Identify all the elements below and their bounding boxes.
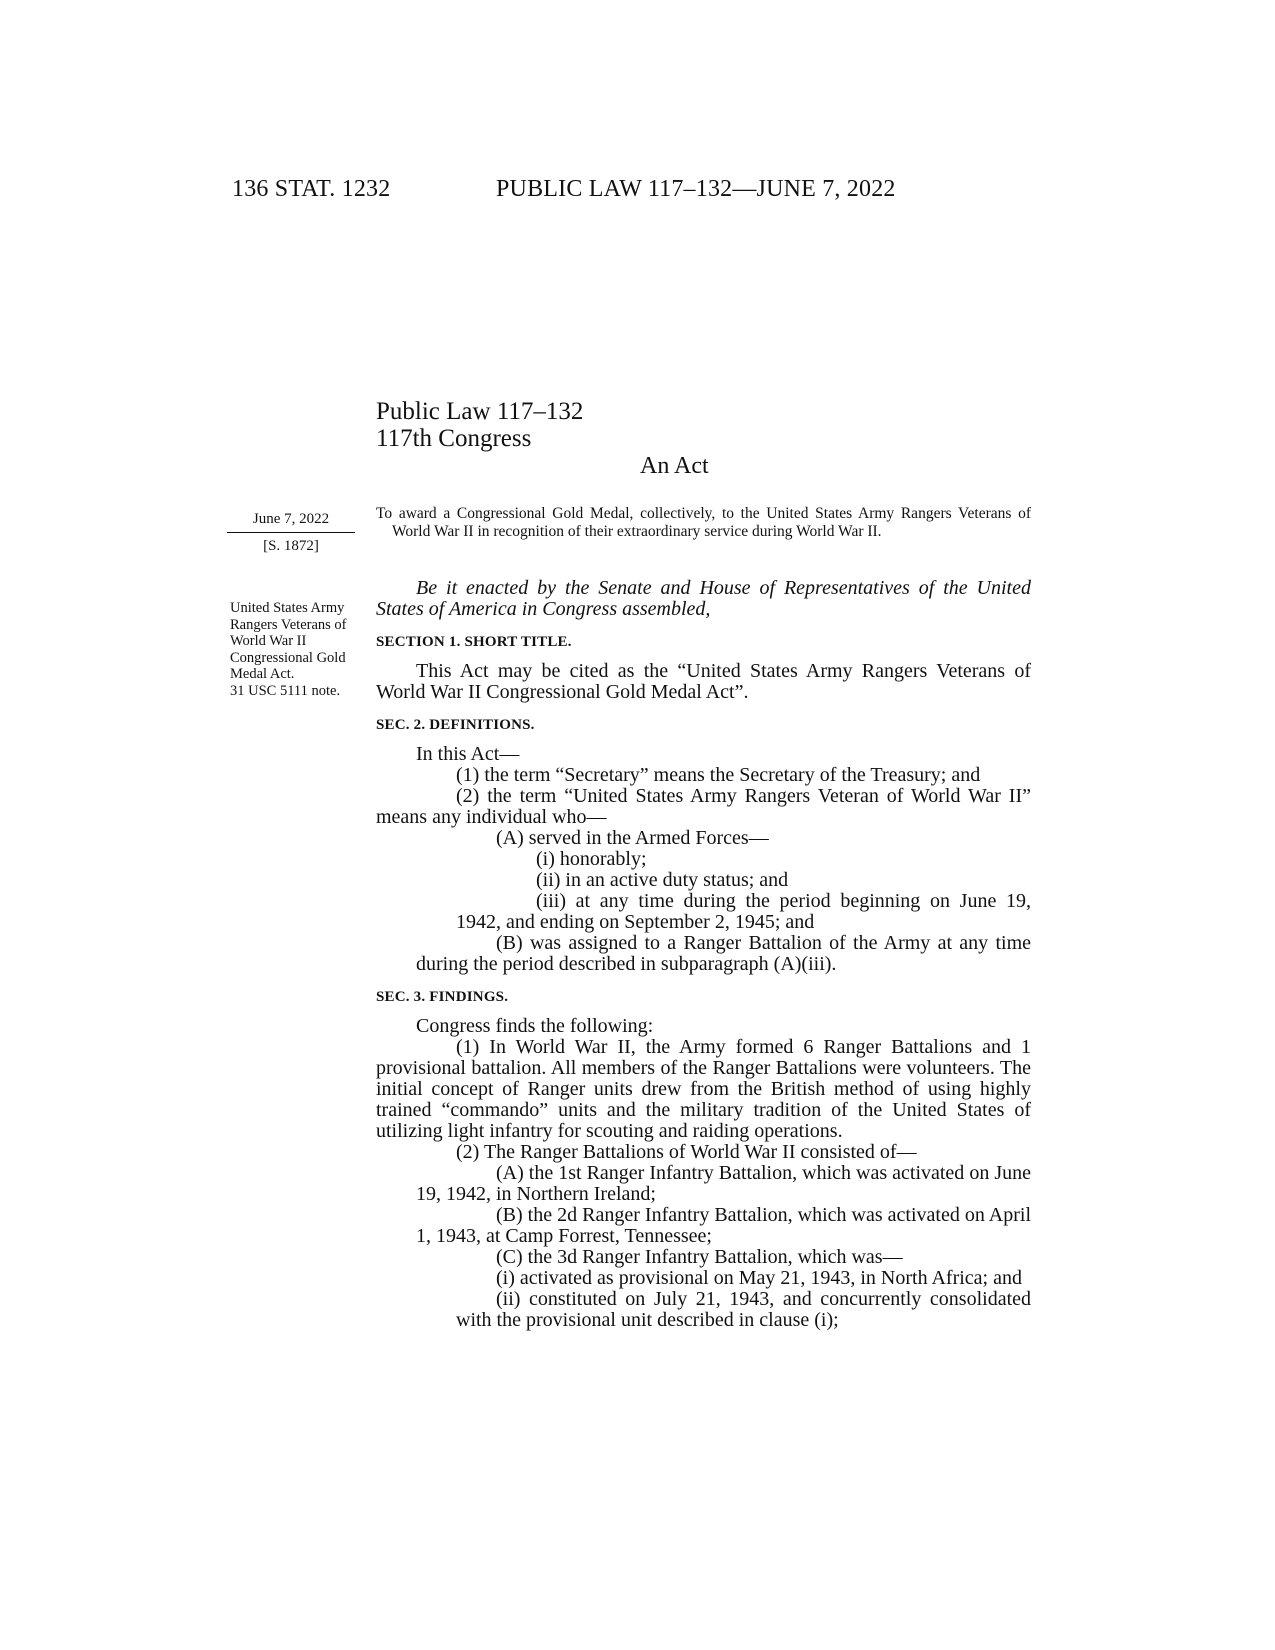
definition-1: (1) the term “Secretary” means the Secretary of the Treasury; and: [456, 764, 981, 786]
date-divider: [227, 532, 355, 533]
section-3-heading: SEC. 3. FINDINGS.: [376, 989, 509, 1005]
public-law-number: Public Law 117–132: [376, 398, 584, 425]
running-header: PUBLIC LAW 117–132—JUNE 7, 2022: [496, 176, 896, 202]
definition-2-A-i: (i) honorably;: [536, 848, 647, 870]
date-block: [227, 511, 355, 555]
definition-2-B: (B) was assigned to a Ranger Battalion of the Army at any time during the period described in subparagraph (A)(iii).: [416, 932, 1031, 975]
definitions-intro: In this Act—: [416, 743, 520, 765]
section-2-heading: SEC. 2. DEFINITIONS.: [376, 717, 535, 733]
finding-2: (2) The Ranger Battalions of World War II consisted of—: [456, 1141, 917, 1163]
definition-2: (2) the term “United States Army Rangers Veteran of World War II” means any individual who—: [376, 785, 1031, 828]
short-title-note: United States Army Rangers Veterans of World War II Congressional Gold Medal Act.: [230, 600, 347, 682]
bill-number: [S. 1872]: [263, 538, 319, 554]
section-1-heading: SECTION 1. SHORT TITLE.: [376, 634, 572, 650]
act-label: An Act: [640, 453, 709, 479]
purpose-text: To award a Congressional Gold Medal, collectively, to the United States Army Rangers Veterans of World War II in recognition of their extraordinary service during World War II.: [376, 505, 1031, 540]
law-body: [376, 578, 1031, 1331]
enactment-date: June 7, 2022: [252, 511, 330, 527]
enacting-clause: Be it enacted by the Senate and House of Representatives of the United States of America in Congress assembled,: [376, 577, 1031, 620]
findings-intro: Congress finds the following:: [416, 1015, 654, 1037]
finding-2-C-i: (i) activated as provisional on May 21, 1943, in North Africa; and: [496, 1267, 1022, 1289]
finding-1: (1) In World War II, the Army formed 6 Ranger Battalions and 1 provisional battalion. All members of the Ranger Battalions were volunteers. The initial concept of Ranger units drew from the British method of using highly trained “commando” units and the military tradition of the United States of utilizing light infantry for scouting and raiding operations.: [376, 1036, 1031, 1142]
finding-2-C-ii: (ii) constituted on July 21, 1943, and concurrently consolidated with the provisional unit described in clause (i);: [456, 1288, 1031, 1331]
page-stat-reference: 136 STAT. 1232: [232, 176, 391, 202]
finding-2-C: (C) the 3d Ranger Infantry Battalion, which was—: [496, 1246, 903, 1268]
code-citation-note: 31 USC 5111 note.: [230, 682, 341, 699]
definition-2-A: (A) served in the Armed Forces—: [496, 827, 769, 849]
finding-2-B: (B) the 2d Ranger Infantry Battalion, which was activated on April 1, 1943, at Camp Forrest, Tennessee;: [416, 1204, 1031, 1247]
congress-label: 117th Congress: [376, 425, 532, 452]
finding-2-A: (A) the 1st Ranger Infantry Battalion, which was activated on June 19, 1942, in Northern Ireland;: [416, 1162, 1031, 1205]
margin-note: [230, 600, 360, 699]
section-1-text: This Act may be cited as the “United States Army Rangers Veterans of World War II Congressional Gold Medal Act”.: [376, 660, 1031, 703]
definition-2-A-ii: (ii) in an active duty status; and: [536, 869, 789, 891]
purpose-clause: [376, 505, 1031, 541]
definition-2-A-iii: (iii) at any time during the period beginning on June 19, 1942, and ending on September 2, 1945; and: [456, 890, 1031, 933]
